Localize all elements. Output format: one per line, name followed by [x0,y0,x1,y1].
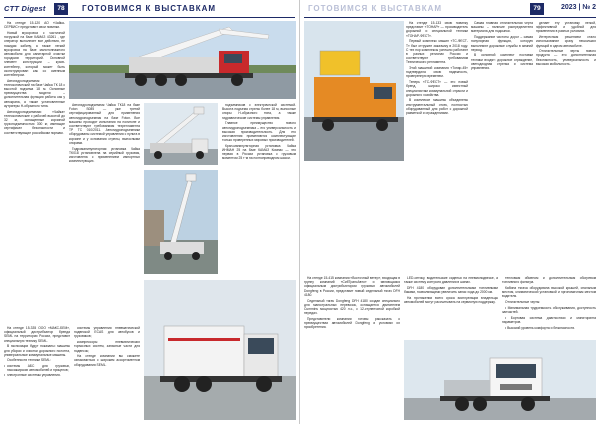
page-number-left: 78 [54,3,68,15]
paragraph: • Высокий уровень комфорта и безопасности. [505,325,576,330]
page-number-right: 79 [530,3,544,15]
road-truck-photo [304,21,404,161]
service-truck-photo [144,280,296,420]
paragraph: Седельный тягач Dongfeng DFH 4180 создан специально для магистральных перевозок, оснащается двигателем Cummins мощностью 420 л.с., с 12-ступенчатой коробкой передач. [304,298,400,316]
section-title-right: ГОТОВИМСЯ К ВЫСТАВКАМ [308,4,443,13]
paragraph: делает эту установку легкой, эффективной и удобной для применения в разных условиях. [536,21,596,34]
paragraph: В комплексе машины объединены инструментальный отсек, полностью оборудованный для работ с дорожной разметкой и ограждениями. [406,98,468,116]
feature-list [4,364,70,377]
paragraph: системы управления пневматической подвеской ECAS для автобусов и грузовиков; [74,326,140,339]
paragraph: На протяжении всего срока эксплуатации владельцы автомобилей могут рассчитывать на сервисную поддержку. [404,295,498,305]
left-column-4 [4,326,70,422]
paragraph: Особенности техники SEML: [7,358,51,363]
paragraph: тепловым обменом и дополнительным обогревом топливного фильтра. [502,276,596,285]
paragraph: Самая главная отличительная черта машины – наличие распределителя материала для подсыпки. [471,21,533,34]
magazine-logo: CTT Digest [4,4,46,13]
paragraph: Представители компании готовы рассказать о преимуществах автомобилей Dongfeng и условиях их приобретения. [304,316,400,330]
paragraph: Поддержание чистоты дорог – самая популярная функция, которую выполняют дорожные службы в зимний период. [471,35,533,52]
paragraph: Гидроманипуляторная установка Чайка TK018 установлена на серийный грузовик, изготовлена с применением импортных комплектующих. [69,146,140,164]
paragraph: В основной комплект поставки техники входят: дорожное ограждение, светодиодная стрелка и система управления. [471,53,533,71]
list-item: • системы АБС для грузовых, пассажирских автомобилей и прицепов; [4,364,70,372]
paragraph: На стенде 15-335 ООО «МАКС-БЕМ», официальный дистрибьютор бренда SEML на территории России, представит специальную технику SEML. [4,326,70,343]
left-column-1 [4,21,65,321]
street-boom-photo [144,170,218,274]
paragraph: Отличительные черты: [505,300,541,305]
paragraph: На стенде компании вы сможете ознакомиться с широким ассортиментом оборудования SEML. [74,354,140,367]
list-item: • электронные системы управления. [4,373,70,377]
paragraph: Новый мусоровоз с частичной погрузкой на базе КАМАЗ 43261 , где оператор выполняет все действия, не покидая кабину, а также легкий мусоровоз на базе малотоннажного автомобиля для санитарной очистки городских территорий. Основной элемент конструкции – кузов-контейнер, который может быть сконструирован как со сменным контейнером. [4,30,65,77]
right-column-5 [404,276,498,336]
right-column-6 [502,276,596,336]
paragraph: LED-оптику, водительские сиденья на пневмоподвеске, а также систему контроля давления в шинах. [404,276,498,285]
paragraph: На стенде 15-133 свою новинку представит «ТОНАР» — производитель дорожной и специальной техники «ТОНАР-ФЕСТ». [406,21,468,38]
left-column-5 [74,326,140,422]
issue-number: 2023 | № 2 [560,4,596,11]
section-title-left: ГОТОВИМСЯ К ВЫСТАВКАМ [82,4,217,13]
paragraph: На стенде 15-415 компания «Восточный ветер», входящая в группу компаний «СибТрансАвто» и являющаяся официальным дистрибьютором грузовых автомобилей Dongfeng в России, представит новый седельный тягач DFH 4180. [304,276,400,297]
truck-crane-photo [69,21,296,99]
paragraph: Отличительные черты нового продукта — это дополнительная безопасность, универсальность и высокая мобильность. [536,49,596,66]
paragraph: Этой машиной компания «Тонар-45» подтвердила свою надежность, проверенную временем. [406,66,468,79]
paragraph: Автогидроподъемники «Чайка» телескопические с рабочей высотой до 32 м, оснащенные корзиной грузоподъемностью 300 кг, имеющие сертификат безопасности и соответствующие российским нормам. [4,109,65,135]
paragraph: Автогидроподъемник Чайка ТК18 на базе Foton S085 — уже третий сертифицированный для применения автогидроподъемник на базе Foton. Все машины проходят испытания на полигоне и соответствуют требованиям техрегламента ТР ТС 010/2011. Автогидроподъемники оборудованы системой управления с пульта в корзине и у основания стрелы, выносными опорами. [69,103,140,145]
paragraph: компрессоры пневматических тормозных систем, запасные части для подвесок; [74,340,140,353]
left-column-2 [69,103,140,273]
right-column-2 [471,21,533,271]
header-rule-left [4,17,295,18]
paragraph: Автогидроподъемник телескопический на базе Чайка ТК 18 с высотой подъема 18 м. Основные преимущества модели – дополнительная функция работы как у автокрана, а также установленные аутригеры Н-образного типа. [4,78,65,108]
paragraph: подъемников с электрической системой. Высота подъема стрелы более 18 м, выносные опоры Н-образного типа, а также гидравлические системы управления. [222,103,296,120]
paragraph: Кабина тягача оборудована высокой крышей, спальным местом, климатической установкой и эргономичным местом водителя. [502,285,596,299]
header-rule-right [304,17,596,18]
paragraph: На стенде 15-120 АО «Чайка-СЕРВИС» представит свои новинки. [4,21,65,30]
paragraph: Первый комплекс машин «ТС-ФЕСТ-Т» был отгружен заказчику в 2018 году. С тех пор комплексы успешно работают в разных регионах России и соответствуют требованиям Технического регламента. [406,39,468,65]
paragraph: • Минимальная трудоемкость обслуживания, доступность запчастей. [502,305,596,314]
white-tractor-photo [404,340,596,420]
left-column-3 [222,103,296,273]
right-column-3 [536,21,596,271]
right-column-1 [406,21,468,271]
paragraph: Кран-манипуляторная установка Чайка ИНМАН 25 на базе КАМАЗ Компас — это первая в России установка с грузовым моментом 25 т·м на полноприводном шасси. [222,143,296,161]
right-page [300,0,600,424]
paragraph: В экспозиции будут показаны: машины для уборки и очистки дорожного полотна, универсальные коммунальные машины. [4,344,70,357]
paragraph: • Бортовая система диагностики и мониторинга параметров. [502,315,596,324]
paragraph: Главное преимущество нового автогидроподъемника – его универсальность и высокая производительность. Для его изготовления применяются комплектующие только проверенных мировых производителей. [222,121,296,143]
paragraph: Интересным решением стало использование сразу нескольких функций в одном автомобиле. [536,35,596,48]
left-header [4,3,295,17]
aerial-platform-photo [144,103,218,165]
right-column-4 [304,276,400,422]
right-header [304,3,596,17]
paragraph: Теперь «ТС-ФЕСТ» — это новый бренд, широко известный специалистам коммунальной отрасли и дорожного хозяйства. [406,80,468,97]
paragraph: DFH 4180 оборудован дополнительными топливными баками, позволяющими увеличить запас хода до 2000 км. [404,285,498,295]
